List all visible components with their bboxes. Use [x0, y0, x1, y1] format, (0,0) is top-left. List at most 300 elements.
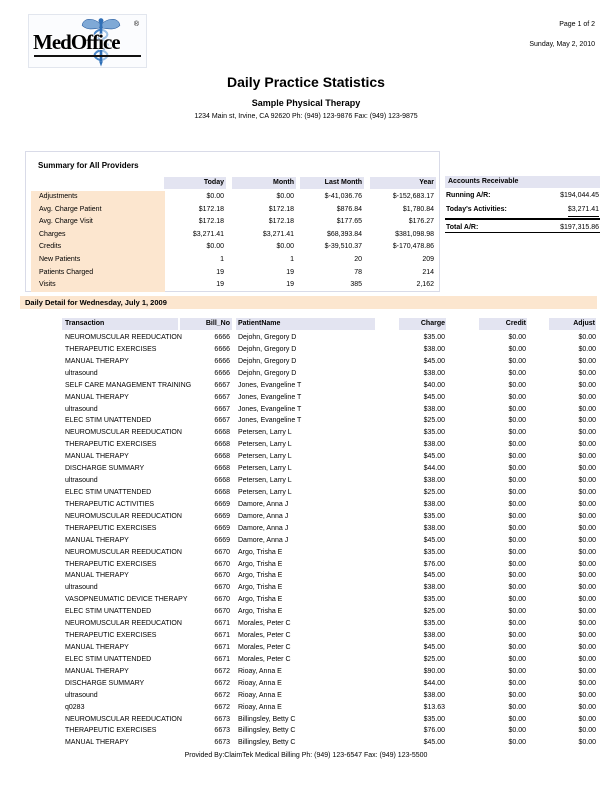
cell-transaction: MANUAL THERAPY: [65, 393, 129, 401]
summary-value-month: $3,271.41: [262, 230, 294, 238]
summary-value-month: $172.18: [268, 205, 294, 213]
cell-credit: $0.00: [508, 381, 526, 389]
cell-adjust: $0.00: [578, 679, 596, 687]
total-ar-row: [445, 218, 600, 233]
table-row: [0, 714, 612, 726]
cell-transaction: NEUROMUSCULAR REEDUCATION: [65, 429, 182, 437]
cell-transaction: DISCHARGE SUMMARY: [65, 679, 145, 687]
cell-patient-name: Argo, Trisha E: [238, 560, 283, 568]
cell-credit: $0.00: [508, 739, 526, 747]
cell-credit: $0.00: [508, 465, 526, 473]
report-footer: Provided By:ClaimTek Medical Billing Ph: (949) 123-6547 Fax: (949) 123-5500: [184, 752, 428, 759]
detail-header-row: [0, 318, 612, 330]
cell-patient-name: Rioay, Anna E: [238, 703, 282, 711]
cell-adjust: $0.00: [578, 727, 596, 735]
table-row: [0, 427, 612, 439]
cell-adjust: $0.00: [578, 334, 596, 341]
cell-bill-no: 6669: [214, 524, 230, 532]
table-row: [0, 547, 612, 559]
cell-adjust: $0.00: [578, 655, 596, 663]
cell-patient-name: Billingsley, Betty C: [238, 739, 296, 747]
cell-patient-name: Billingsley, Betty C: [238, 715, 296, 723]
summary-row-label: Patients Charged: [31, 267, 165, 280]
cell-charge: $38.00: [423, 584, 445, 592]
table-row: [0, 368, 612, 380]
cell-patient-name: Damore, Anna J: [238, 536, 289, 544]
cell-transaction: MANUAL THERAPY: [65, 572, 129, 580]
cell-patient-name: Argo, Trisha E: [238, 608, 283, 616]
cell-transaction: SELF CARE MANAGEMENT TRAINING: [65, 381, 192, 389]
cell-credit: $0.00: [508, 655, 526, 663]
cell-credit: $0.00: [508, 643, 526, 651]
cell-bill-no: 6673: [214, 739, 230, 747]
summary-row-label: Adjustments: [31, 191, 165, 204]
table-row: [0, 654, 612, 666]
cell-charge: $38.00: [423, 524, 445, 532]
cell-charge: $45.00: [423, 536, 445, 544]
cell-patient-name: Petersen, Larry L: [238, 488, 292, 496]
summary-value-today: $0.00: [206, 193, 224, 200]
cell-transaction: ultrasound: [65, 584, 98, 592]
todays-activities-row: [445, 203, 600, 216]
cell-adjust: $0.00: [578, 620, 596, 628]
cell-patient-name: Damore, Anna J: [238, 500, 289, 508]
cell-charge: $13.63: [423, 703, 445, 711]
detail-col-adjust: Adjust: [549, 318, 596, 330]
cell-bill-no: 6672: [214, 703, 230, 711]
cell-credit: $0.00: [508, 691, 526, 699]
logo-underline: [34, 55, 141, 57]
cell-adjust: $0.00: [578, 345, 596, 353]
cell-adjust: $0.00: [578, 429, 596, 437]
table-row: [0, 618, 612, 630]
summary-section: [25, 151, 440, 292]
summary-row: [26, 191, 439, 204]
cell-transaction: NEUROMUSCULAR REEDUCATION: [65, 548, 182, 556]
cell-adjust: $0.00: [578, 667, 596, 675]
cell-adjust: $0.00: [578, 739, 596, 747]
cell-credit: $0.00: [508, 560, 526, 568]
cell-charge: $35.00: [423, 715, 445, 723]
cell-bill-no: 6668: [214, 453, 230, 461]
running-ar-label: Running A/R:: [446, 192, 491, 199]
cell-charge: $38.00: [423, 632, 445, 640]
page-title: Daily Practice Statistics: [227, 74, 385, 90]
cell-charge: $35.00: [423, 334, 445, 341]
summary-row: [26, 279, 439, 292]
cell-adjust: $0.00: [578, 417, 596, 425]
cell-credit: $0.00: [508, 512, 526, 520]
cell-bill-no: 6670: [214, 560, 230, 568]
detail-col-charge: Charge: [399, 318, 446, 330]
cell-patient-name: Jones, Evangeline T: [238, 417, 302, 425]
cell-bill-no: 6669: [214, 512, 230, 520]
cell-credit: $0.00: [508, 548, 526, 556]
table-row: [0, 380, 612, 392]
cell-adjust: $0.00: [578, 560, 596, 568]
cell-bill-no: 6670: [214, 548, 230, 556]
cell-transaction: ELEC STIM UNATTENDED: [65, 655, 152, 663]
detail-col-credit: Credit: [479, 318, 527, 330]
cell-transaction: THERAPEUTIC EXERCISES: [65, 632, 157, 640]
cell-credit: $0.00: [508, 500, 526, 508]
cell-patient-name: Argo, Trisha E: [238, 572, 283, 580]
table-row: [0, 642, 612, 654]
summary-value-last-month: $68,393.84: [326, 230, 362, 238]
cell-charge: $38.00: [423, 691, 445, 699]
cell-credit: $0.00: [508, 357, 526, 365]
medoffice-logo: [28, 14, 147, 68]
cell-transaction: THERAPEUTIC EXERCISES: [65, 345, 157, 353]
summary-value-today: $3,271.41: [192, 230, 224, 238]
cell-patient-name: Petersen, Larry L: [238, 429, 292, 437]
summary-value-last-month: 20: [354, 255, 362, 263]
cell-transaction: ultrasound: [65, 369, 98, 377]
summary-value-year: $-152,683.17: [392, 193, 434, 200]
cell-adjust: $0.00: [578, 632, 596, 640]
cell-charge: $35.00: [423, 512, 445, 520]
cell-transaction: MANUAL THERAPY: [65, 357, 129, 365]
cell-credit: $0.00: [508, 405, 526, 413]
cell-charge: $40.00: [423, 381, 445, 389]
cell-patient-name: Argo, Trisha E: [238, 584, 283, 592]
cell-transaction: ultrasound: [65, 405, 98, 413]
cell-bill-no: 6671: [214, 655, 230, 663]
summary-row: [26, 216, 439, 229]
table-row: [0, 678, 612, 690]
cell-bill-no: 6671: [214, 643, 230, 651]
cell-credit: $0.00: [508, 620, 526, 628]
summary-col-month: Month: [232, 177, 296, 189]
cell-bill-no: 6670: [214, 608, 230, 616]
cell-patient-name: Petersen, Larry L: [238, 465, 292, 473]
cell-bill-no: 6670: [214, 596, 230, 604]
cell-adjust: $0.00: [578, 572, 596, 580]
total-ar-label: Total A/R:: [446, 224, 479, 231]
cell-bill-no: 6669: [214, 536, 230, 544]
table-row: [0, 702, 612, 714]
cell-charge: $44.00: [423, 465, 445, 473]
cell-adjust: $0.00: [578, 381, 596, 389]
table-row: [0, 356, 612, 368]
cell-transaction: THERAPEUTIC EXERCISES: [65, 524, 157, 532]
detail-col-patient-name: PatientName: [236, 318, 375, 330]
cell-bill-no: 6667: [214, 381, 230, 389]
table-row: [0, 559, 612, 571]
cell-bill-no: 6666: [214, 334, 230, 341]
summary-table-body: [26, 191, 439, 292]
summary-col-today: Today: [164, 177, 226, 189]
table-row: [0, 737, 612, 749]
cell-transaction: NEUROMUSCULAR REEDUCATION: [65, 512, 182, 520]
summary-value-today: 1: [220, 255, 224, 263]
page-number: Page 1 of 2: [559, 21, 595, 28]
cell-bill-no: 6670: [214, 584, 230, 592]
table-row: [0, 475, 612, 487]
todays-activities-value: $3,271.41: [568, 203, 599, 217]
summary-value-last-month: $177.65: [336, 218, 362, 226]
report-date: Sunday, May 2, 2010: [529, 41, 595, 48]
summary-row-label: New Patients: [31, 254, 165, 267]
cell-bill-no: 6673: [214, 727, 230, 735]
cell-transaction: MANUAL THERAPY: [65, 667, 129, 675]
cell-credit: $0.00: [508, 596, 526, 604]
table-row: [0, 487, 612, 499]
cell-adjust: $0.00: [578, 512, 596, 520]
cell-credit: $0.00: [508, 524, 526, 532]
table-row: [0, 344, 612, 356]
cell-charge: $25.00: [423, 608, 445, 616]
cell-transaction: THERAPEUTIC ACTIVITIES: [65, 500, 155, 508]
summary-row: [26, 241, 439, 254]
table-row: [0, 582, 612, 594]
cell-patient-name: Morales, Peter C: [238, 655, 291, 663]
cell-adjust: $0.00: [578, 703, 596, 711]
cell-charge: $45.00: [423, 643, 445, 651]
cell-patient-name: Jones, Evangeline T: [238, 381, 302, 389]
cell-charge: $25.00: [423, 417, 445, 425]
cell-bill-no: 6669: [214, 500, 230, 508]
summary-value-year: 214: [422, 268, 434, 276]
cell-patient-name: Morales, Peter C: [238, 632, 291, 640]
table-row: [0, 499, 612, 511]
summary-value-year: $176.27: [408, 218, 434, 226]
cell-charge: $44.00: [423, 679, 445, 687]
summary-row: [26, 267, 439, 280]
cell-patient-name: Morales, Peter C: [238, 620, 291, 628]
cell-charge: $90.00: [423, 667, 445, 675]
summary-value-month: $172.18: [268, 218, 294, 226]
detail-table-body: [0, 332, 612, 749]
cell-adjust: $0.00: [578, 536, 596, 544]
summary-row-label: Credits: [31, 241, 165, 254]
summary-col-year: Year: [370, 177, 436, 189]
cell-charge: $45.00: [423, 357, 445, 365]
summary-col-last-month: Last Month: [300, 177, 364, 189]
cell-bill-no: 6668: [214, 429, 230, 437]
cell-credit: $0.00: [508, 334, 526, 341]
cell-credit: $0.00: [508, 453, 526, 461]
cell-patient-name: Argo, Trisha E: [238, 548, 283, 556]
summary-row: [26, 204, 439, 217]
cell-adjust: $0.00: [578, 608, 596, 616]
cell-patient-name: Jones, Evangeline T: [238, 393, 302, 401]
cell-transaction: MANUAL THERAPY: [65, 453, 129, 461]
table-row: [0, 511, 612, 523]
summary-value-month: 19: [286, 268, 294, 276]
accounts-receivable-title: Accounts Receivable: [445, 176, 600, 188]
cell-charge: $25.00: [423, 655, 445, 663]
cell-bill-no: 6666: [214, 369, 230, 377]
cell-charge: $38.00: [423, 345, 445, 353]
cell-charge: $25.00: [423, 488, 445, 496]
cell-transaction: ultrasound: [65, 477, 98, 485]
cell-transaction: MANUAL THERAPY: [65, 536, 129, 544]
cell-adjust: $0.00: [578, 643, 596, 651]
cell-transaction: NEUROMUSCULAR REEDUCATION: [65, 715, 182, 723]
cell-transaction: NEUROMUSCULAR REEDUCATION: [65, 620, 182, 628]
cell-credit: $0.00: [508, 477, 526, 485]
table-row: [0, 415, 612, 427]
cell-charge: $35.00: [423, 596, 445, 604]
logo-wordmark: MedOffice: [33, 30, 120, 54]
table-row: [0, 523, 612, 535]
cell-credit: $0.00: [508, 632, 526, 640]
summary-value-last-month: $-41,036.76: [324, 193, 362, 200]
cell-bill-no: 6671: [214, 620, 230, 628]
summary-header-row: [26, 177, 439, 189]
running-ar-row: [445, 189, 600, 202]
daily-detail-title: Daily Detail for Wednesday, July 1, 2009: [20, 296, 597, 309]
practice-address: 1234 Main st, Irvine, CA 92620 Ph: (949) 123-9876 Fax: (949) 123-9875: [194, 113, 418, 120]
cell-bill-no: 6667: [214, 417, 230, 425]
cell-charge: $45.00: [423, 453, 445, 461]
cell-patient-name: Rioay, Anna E: [238, 667, 282, 675]
cell-charge: $38.00: [423, 441, 445, 449]
table-row: [0, 594, 612, 606]
cell-transaction: ELEC STIM UNATTENDED: [65, 417, 152, 425]
total-ar-value: $197,315.86: [560, 224, 599, 231]
cell-adjust: $0.00: [578, 393, 596, 401]
cell-charge: $38.00: [423, 477, 445, 485]
cell-charge: $45.00: [423, 739, 445, 747]
cell-transaction: MANUAL THERAPY: [65, 739, 129, 747]
cell-charge: $38.00: [423, 369, 445, 377]
summary-value-last-month: 78: [354, 268, 362, 276]
cell-bill-no: 6667: [214, 405, 230, 413]
cell-patient-name: Damore, Anna J: [238, 512, 289, 520]
summary-value-year: 2,162: [416, 281, 434, 289]
cell-credit: $0.00: [508, 536, 526, 544]
cell-credit: $0.00: [508, 488, 526, 496]
table-row: [0, 404, 612, 416]
summary-value-today: 19: [216, 281, 224, 289]
summary-row-label: Avg. Charge Visit: [31, 216, 165, 229]
table-row: [0, 606, 612, 618]
summary-value-year: $381,098.98: [395, 230, 434, 238]
summary-value-today: 19: [216, 268, 224, 276]
summary-value-month: 1: [290, 255, 294, 263]
cell-bill-no: 6670: [214, 572, 230, 580]
cell-bill-no: 6666: [214, 345, 230, 353]
cell-patient-name: Billingsley, Betty C: [238, 727, 296, 735]
cell-adjust: $0.00: [578, 465, 596, 473]
summary-value-last-month: $876.84: [336, 205, 362, 213]
cell-credit: $0.00: [508, 584, 526, 592]
cell-adjust: $0.00: [578, 357, 596, 365]
cell-bill-no: 6666: [214, 357, 230, 365]
cell-credit: $0.00: [508, 572, 526, 580]
cell-credit: $0.00: [508, 429, 526, 437]
summary-row: [26, 254, 439, 267]
cell-bill-no: 6668: [214, 441, 230, 449]
cell-adjust: $0.00: [578, 548, 596, 556]
summary-title: Summary for All Providers: [38, 161, 139, 170]
cell-transaction: MANUAL THERAPY: [65, 643, 129, 651]
cell-charge: $35.00: [423, 548, 445, 556]
cell-patient-name: Dejohn, Gregory D: [238, 357, 297, 365]
cell-adjust: $0.00: [578, 691, 596, 699]
cell-adjust: $0.00: [578, 369, 596, 377]
cell-credit: $0.00: [508, 393, 526, 401]
summary-row-label: Visits: [31, 279, 165, 292]
summary-value-year: $-170,478.86: [392, 243, 434, 251]
summary-value-today: $172.18: [198, 218, 224, 226]
table-row: [0, 570, 612, 582]
table-row: [0, 463, 612, 475]
cell-bill-no: 6673: [214, 715, 230, 723]
cell-transaction: ELEC STIM UNATTENDED: [65, 488, 152, 496]
cell-charge: $76.00: [423, 560, 445, 568]
cell-charge: $45.00: [423, 393, 445, 401]
cell-adjust: $0.00: [578, 488, 596, 496]
cell-adjust: $0.00: [578, 405, 596, 413]
cell-transaction: ultrasound: [65, 691, 98, 699]
detail-col-transaction: Transaction: [62, 318, 178, 330]
cell-bill-no: 6672: [214, 691, 230, 699]
cell-bill-no: 6668: [214, 488, 230, 496]
cell-patient-name: Petersen, Larry L: [238, 441, 292, 449]
cell-adjust: $0.00: [578, 596, 596, 604]
running-ar-value: $194,044.45: [560, 192, 599, 199]
cell-adjust: $0.00: [578, 441, 596, 449]
cell-credit: $0.00: [508, 441, 526, 449]
cell-charge: $35.00: [423, 620, 445, 628]
cell-credit: $0.00: [508, 703, 526, 711]
cell-adjust: $0.00: [578, 477, 596, 485]
summary-value-today: $172.18: [198, 205, 224, 213]
cell-adjust: $0.00: [578, 524, 596, 532]
cell-transaction: THERAPEUTIC EXERCISES: [65, 560, 157, 568]
cell-transaction: VASOPNEUMATIC DEVICE THERAPY: [65, 596, 188, 604]
cell-patient-name: Argo, Trisha E: [238, 596, 283, 604]
cell-patient-name: Dejohn, Gregory D: [238, 334, 297, 341]
cell-transaction: THERAPEUTIC EXERCISES: [65, 727, 157, 735]
cell-charge: $45.00: [423, 572, 445, 580]
summary-value-month: $0.00: [276, 193, 294, 200]
cell-credit: $0.00: [508, 608, 526, 616]
cell-patient-name: Jones, Evangeline T: [238, 405, 302, 413]
cell-credit: $0.00: [508, 727, 526, 735]
cell-patient-name: Rioay, Anna E: [238, 679, 282, 687]
practice-name: Sample Physical Therapy: [251, 98, 361, 108]
cell-transaction: q0283: [65, 703, 85, 711]
cell-transaction: DISCHARGE SUMMARY: [65, 465, 145, 473]
cell-bill-no: 6672: [214, 679, 230, 687]
accounts-receivable-section: [445, 176, 600, 233]
detail-col-bill-no: Bill_No: [180, 318, 232, 330]
table-row: [0, 451, 612, 463]
summary-value-month: 19: [286, 281, 294, 289]
cell-patient-name: Rioay, Anna E: [238, 691, 282, 699]
table-row: [0, 392, 612, 404]
todays-activities-label: Today's Activities:: [446, 206, 507, 213]
cell-credit: $0.00: [508, 667, 526, 675]
cell-patient-name: Dejohn, Gregory D: [238, 345, 297, 353]
cell-credit: $0.00: [508, 345, 526, 353]
cell-adjust: $0.00: [578, 500, 596, 508]
cell-patient-name: Dejohn, Gregory D: [238, 369, 297, 377]
cell-transaction: NEUROMUSCULAR REEDUCATION: [65, 334, 182, 341]
summary-row-label: Avg. Charge Patient: [31, 204, 165, 217]
table-row: [0, 439, 612, 451]
cell-patient-name: Petersen, Larry L: [238, 477, 292, 485]
table-row: [0, 332, 612, 344]
cell-transaction: THERAPEUTIC EXERCISES: [65, 441, 157, 449]
cell-patient-name: Morales, Peter C: [238, 643, 291, 651]
summary-value-last-month: 385: [350, 281, 362, 289]
cell-bill-no: 6667: [214, 393, 230, 401]
